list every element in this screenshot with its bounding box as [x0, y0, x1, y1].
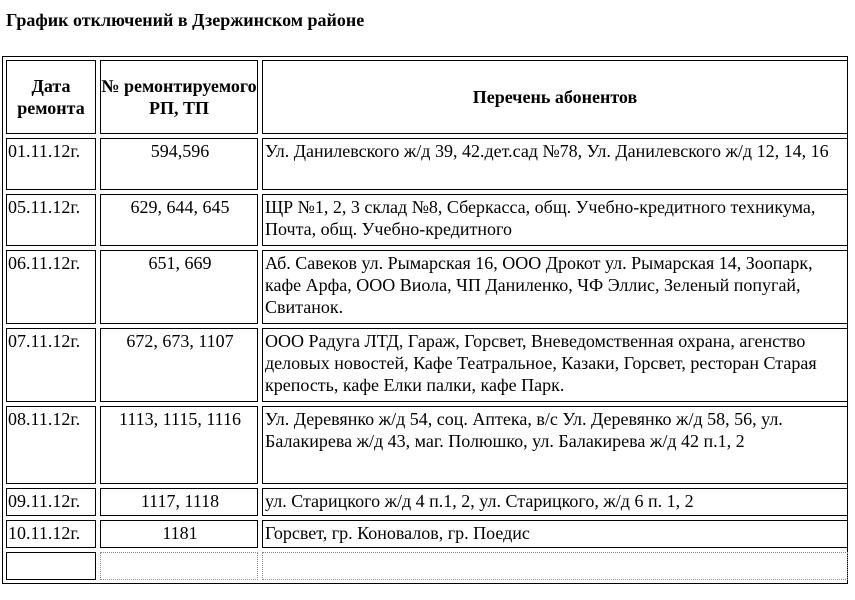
header-date: Дата ремонта — [6, 60, 96, 134]
table-row-subscribers: ООО Радуга ЛТД, Гараж, Горсвет, Вневедомственная охрана, агенство деловых новостей, Кафе Театральное, Казаки, Горсвет, ресторан Старая крепость, кафе Елки палки, кафе Парк. — [262, 328, 848, 402]
table-row-subscribers: ЩР №1, 2, 3 склад №8, Сберкасса, общ. Учебно-кредитного техникума, Почта, общ. Учебно-кредитного — [262, 194, 848, 246]
table-row-rp: 594,596 — [100, 138, 258, 190]
table-row-rp: 651, 669 — [100, 250, 258, 324]
table-row-date: 01.11.12г. — [6, 138, 96, 190]
table-row-date — [6, 552, 96, 580]
table-row-rp: 1113, 1115, 1116 — [100, 406, 258, 484]
table-row-rp: 629, 644, 645 — [100, 194, 258, 246]
table-row-date: 08.11.12г. — [6, 406, 96, 484]
table-row-subscribers: Ул. Деревянко ж/д 54, соц. Аптека, в/с Ул. Деревянко ж/д 58, 56, ул. Балакирева ж/д 43, маг. Полюшко, ул. Балакирева ж/д 42 п.1, 2 — [262, 406, 848, 484]
table-row-rp: 1181 — [100, 520, 258, 548]
table-row-date: 07.11.12г. — [6, 328, 96, 402]
header-subscribers: Перечень абонентов — [262, 60, 848, 134]
page-title: График отключений в Дзержинском районе — [6, 10, 365, 30]
table-row-rp: 1117, 1118 — [100, 488, 258, 516]
table-row-date: 05.11.12г. — [6, 194, 96, 246]
table-row-subscribers: Горсвет, гр. Коновалов, гр. Поедис — [262, 520, 848, 548]
table-row-date: 06.11.12г. — [6, 250, 96, 324]
table-row-subscribers: Ул. Данилевского ж/д 39, 42.дет.сад №78, Ул. Данилевского ж/д 12, 14, 16 — [262, 138, 848, 190]
table-row-subscribers: Аб. Савеков ул. Рымарская 16, ООО Дрокот ул. Рымарская 14, Зоопарк, кафе Арфа, ООО Виола, ЧП Даниленко, ЧФ Эллис, Зеленый попугай, Свитанок. — [262, 250, 848, 324]
table-row-subscribers: ул. Старицкого ж/д 4 п.1, 2, ул. Старицкого, ж/д 6 п. 1, 2 — [262, 488, 848, 516]
table-row-subscribers — [262, 552, 848, 580]
table-row-date: 09.11.12г. — [6, 488, 96, 516]
table-row-rp: 672, 673, 1107 — [100, 328, 258, 402]
table-row-rp — [100, 552, 258, 580]
table-row-date: 10.11.12г. — [6, 520, 96, 548]
header-number: № ремонтируемого РП, ТП — [100, 60, 258, 134]
